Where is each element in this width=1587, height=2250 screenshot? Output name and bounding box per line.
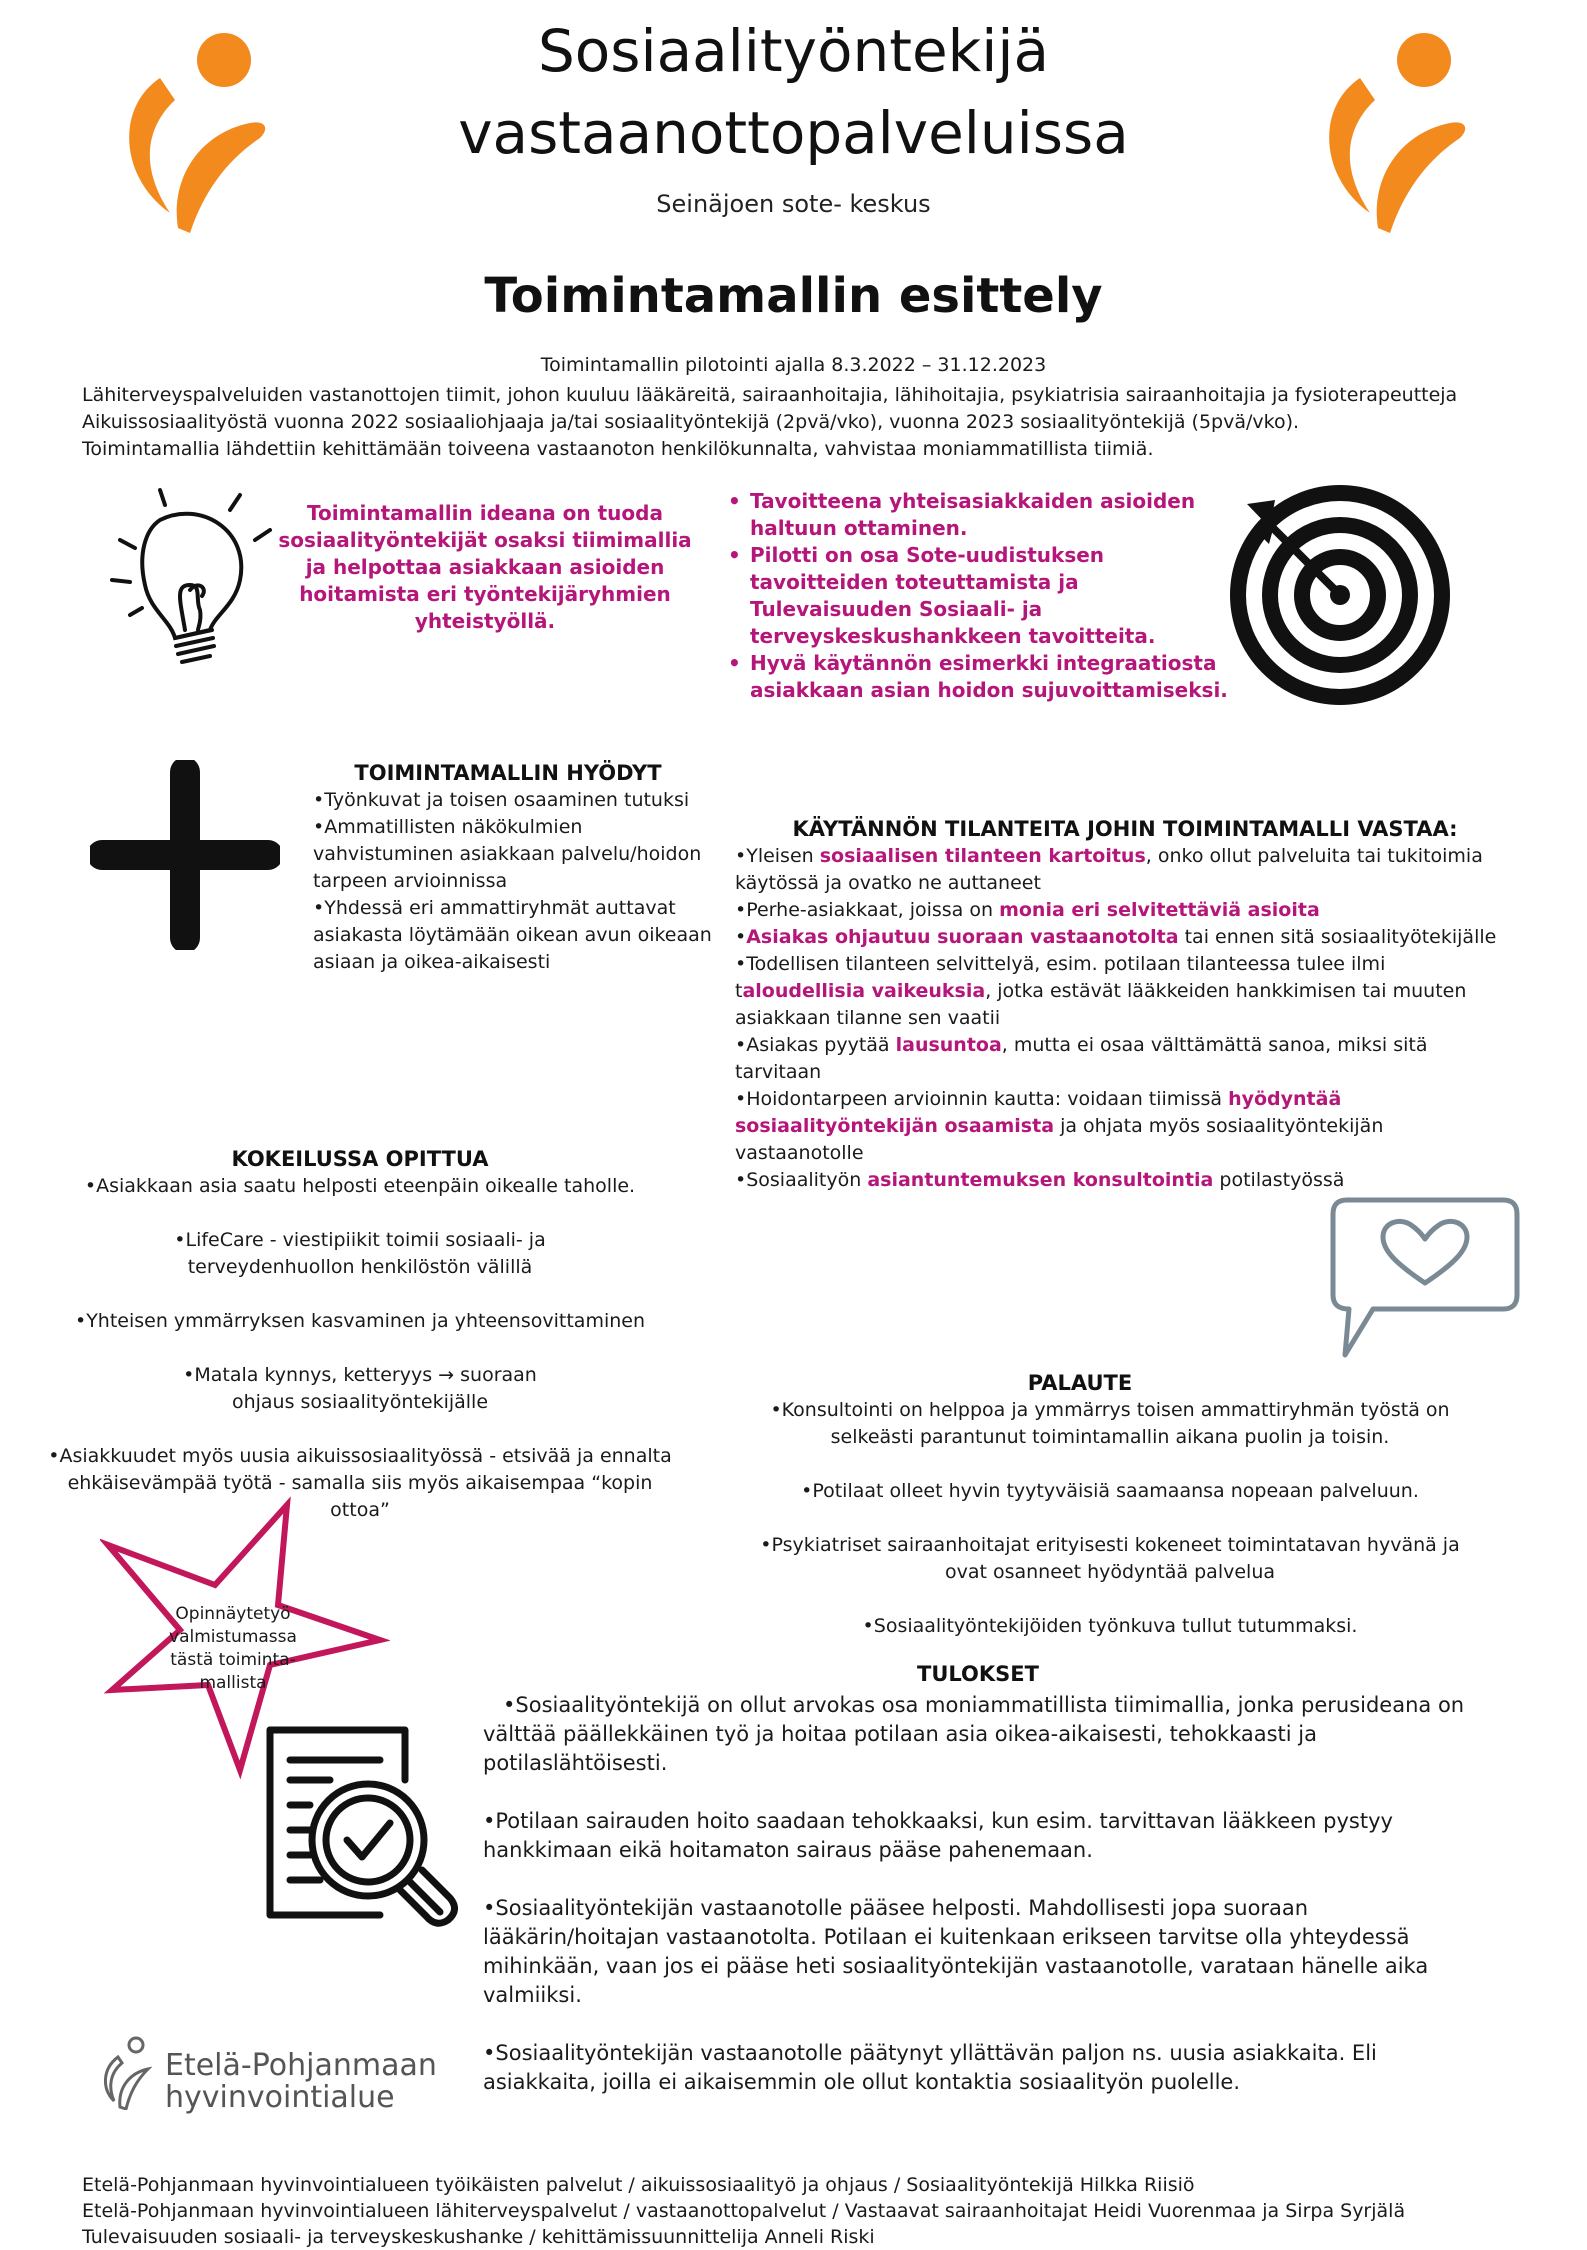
feedback-section — [740, 1371, 1480, 1640]
footer-line: Etelä-Pohjanmaan hyvinvointialueen työikäisten palvelut / aikuissosiaalityö ja ohjaus / Sosiaalityöntekijä Hilkka Riisiö — [82, 2174, 1195, 2196]
list-item — [735, 1167, 1515, 1194]
plain-text: • — [735, 926, 747, 948]
list-item: •Sosiaalityöntekijä on ollut arvokas osa moniammatillista tiimimallia, jonka perusideana on välttää päällekkäinen työ ja hoitaa potilaan asia oikea-aikaisesti, tehokkaasti ja potilaslähtöisesti. — [483, 1693, 1465, 1775]
list-item: •Asiakkuudet myös uusia aikuissosiaalityössä - etsivää ja ennalta ehkäisevämpää työtä - samalla siis myös aikaisempaa “kopin ottoa” — [48, 1445, 672, 1521]
list-item: •Potilaan sairauden hoito saadaan tehokkaaksi, kun esim. tarvittavan lääkkeen pystyy hankkimaan eikä hoitamaton sairaus pääse pahenemaan. — [483, 1809, 1393, 1862]
plain-text: , onko ollut palveluita tai tukitoimia käytössä ja ovatko ne auttaneet — [735, 845, 1483, 894]
logo-line-2: hyvinvointialue — [165, 2080, 395, 2115]
star-note: Opinnäytetyö valmistumassa tästä toiminta-mallista — [169, 1604, 297, 1693]
highlight-text: aloudellisia vaikeuksia — [742, 980, 986, 1002]
plain-text: potilastyössä — [1213, 1169, 1345, 1191]
intro-text — [82, 382, 1532, 463]
highlight-text: Asiakas ohjautuu suoraan vastaanotolta — [746, 926, 1179, 948]
speech-heart-icon — [1325, 1195, 1525, 1365]
highlight-text: monia eri selvitettäviä asioita — [999, 899, 1320, 921]
pilot-period: Toimintamallin pilotointi ajalla 8.3.2022 – 31.12.2023 — [540, 354, 1047, 376]
list-item — [735, 951, 1515, 1032]
list-item: •Psykiatriset sairaanhoitajat erityisesti kokeneet toimintatavan hyvänä ja ovat osanneet hyödyntää palvelua — [760, 1534, 1460, 1583]
practice-list — [735, 843, 1515, 1194]
list-item — [735, 1032, 1515, 1086]
practice-section — [735, 817, 1515, 1194]
list-item: •Sosiaalityöntekijöiden työnkuva tullut tutummaksi. — [862, 1615, 1358, 1637]
document-check-icon — [250, 1720, 470, 1930]
results-heading: TULOKSET — [917, 1662, 1039, 1686]
region-logo-icon — [100, 2035, 152, 2110]
benefits-section — [313, 761, 723, 976]
page-title — [0, 17, 1587, 167]
region-logo-text — [165, 2050, 437, 2114]
plain-text: •Yleisen — [735, 845, 820, 867]
footer-line: Etelä-Pohjanmaan hyvinvointialueen lähiterveyspalvelut / vastaanottopalvelut / Vastaavat sairaanhoitajat Heidi Vuorenmaa ja Sirpa Syrjälä — [82, 2200, 1406, 2222]
plain-text: •Perhe-asiakkaat, joissa on — [735, 899, 1000, 921]
footer — [82, 2172, 1542, 2250]
plain-text: , mutta ei osaa välttämättä sanoa, miksi sitä tarvitaan — [735, 1034, 1428, 1083]
learned-list — [40, 1173, 680, 1524]
list-item: •LifeCare - viestipiikit toimii sosiaali- ja terveydenhuollon henkilöstön välillä — [174, 1229, 546, 1278]
plain-text: •Sosiaalityön — [735, 1169, 868, 1191]
plain-text: tai ennen sitä sosiaalityötekijälle — [1178, 926, 1497, 948]
list-item: •Yhteisen ymmärryksen kasvaminen ja yhteensovittaminen — [74, 1310, 646, 1332]
title-line-1: Sosiaalityöntekijä — [537, 17, 1050, 85]
plus-icon — [90, 760, 280, 950]
list-item — [735, 897, 1515, 924]
list-item: •Sosiaalityöntekijän vastaanotolle päätynyt yllättävän paljon ns. uusia asiakkaita. Eli asiakkaita, joilla ei aikaisemmin ole ollut kontaktia sosiaalityön puolelle. — [483, 2041, 1377, 2094]
subtitle: Seinäjoen sote- keskus — [656, 190, 931, 218]
logo-line-1: Etelä-Pohjanmaan — [165, 2048, 437, 2083]
intro-heading: Toimintamallin esittely — [484, 268, 1103, 324]
list-item: • Hyvä käytännön esimerkki integraatiosta asiakkaan asian hoidon sujuvoittamiseksi. — [728, 650, 1228, 704]
list-item: •Ammatillisten näkökulmien vahvistuminen asiakkaan palvelu/hoidon tarpeen arvioinnissa — [313, 816, 702, 892]
list-item: •Matala kynnys, ketteryys → suoraan ohjaus sosiaalityöntekijälle — [183, 1364, 537, 1413]
feedback-heading: PALAUTE — [1027, 1371, 1133, 1395]
list-item — [735, 1086, 1515, 1167]
title-line-2: vastaanottopalveluissa — [458, 99, 1129, 167]
highlight-text: asiantuntemuksen konsultointia — [867, 1169, 1214, 1191]
results-section — [483, 1660, 1483, 2097]
list-item: • Pilotti on osa Sote-uudistuksen tavoitteiden toteuttamista ja Tulevaisuuden Sosiaali- ja terveyskeskushankkeen tavoitteita. — [728, 542, 1228, 650]
practice-heading: KÄYTÄNNÖN TILANTEITA JOHIN TOIMINTAMALLI VASTAA: — [792, 817, 1458, 841]
highlight-text: sosiaalisen tilanteen kartoitus — [819, 845, 1146, 867]
list-item: • Tavoitteena yhteisasiakkaiden asioiden haltuun ottaminen. — [728, 488, 1228, 542]
plain-text: •Hoidontarpeen arvioinnin kautta: voidaan tiimissä — [735, 1088, 1229, 1110]
lightbulb-icon — [90, 480, 290, 680]
list-item — [735, 843, 1515, 897]
goals-list — [728, 488, 1228, 704]
plain-text: ja ohjata myös sosiaalityöntekijän vastaanotolle — [735, 1115, 1384, 1164]
list-item: •Potilaat olleet hyvin tyytyväisiä saamaansa nopeaan palveluun. — [801, 1480, 1419, 1502]
list-item: •Konsultointi on helppoa ja ymmärrys toisen ammattiryhmän työstä on selkeästi parantunut toimintamallin aikana puolin ja toisin. — [770, 1399, 1450, 1448]
list-item: •Yhdessä eri ammattiryhmät auttavat asiakasta löytämään oikean avun oikeaan asiaan ja oikea-aikaisesti — [313, 897, 712, 973]
idea-text: Toimintamallin ideana on tuoda sosiaalityöntekijät osaksi tiimimallia ja helpottaa asiakkaan asioiden hoitamista eri työntekijäryhmien yhteistyöllä. — [278, 501, 692, 633]
highlight-text: lausuntoa — [895, 1034, 1002, 1056]
learned-section — [40, 1147, 680, 1524]
intro-line: Aikuissosiaalityöstä vuonna 2022 sosiaaliohjaaja ja/tai sosiaalityöntekijä (2pvä/vko), vuonna 2023 sosiaalityöntekijä (5pvä/vko). — [82, 411, 1300, 433]
intro-line: Lähiterveyspalveluiden vastanottojen tiimit, johon kuuluu lääkäreitä, sairaanhoitajia, lähihoitajia, psykiatrisia sairaanhoitajia ja fysioterapeutteja — [82, 384, 1458, 406]
learned-heading: KOKEILUSSA OPITTUA — [231, 1147, 489, 1171]
benefits-list — [313, 787, 723, 976]
footer-line: Tulevaisuuden sosiaali- ja terveyskeskushanke / kehittämissuunnittelija Anneli Riski — [82, 2226, 875, 2248]
plain-text: , jotka estävät lääkkeiden hankkimisen tai muuten asiakkaan tilanne sen vaatii — [735, 980, 1467, 1029]
list-item: •Sosiaalityöntekijän vastaanotolle pääsee helposti. Mahdollisesti jopa suoraan lääkärin/hoitajan vastaanotolta. Potilaan ei kuitenkaan erikseen tarvitse olla yhteydessä mihinkään, vaan jos ei pääse heti sosiaalityöntekijän vastaanotolle, varataan hänelle aika valmiiksi. — [483, 1896, 1429, 2007]
list-item — [735, 924, 1515, 951]
plain-text: •Asiakas pyytää — [735, 1034, 896, 1056]
benefits-heading: TOIMINTAMALLIN HYÖDYT — [354, 761, 662, 785]
intro-line: Toimintamallia lähdettiin kehittämään toiveena vastaanoton henkilökunnalta, vahvistaa moniammatillista tiimiä. — [82, 438, 1154, 460]
highlight-text: hyödyntää sosiaalityöntekijän osaamista — [735, 1088, 1342, 1137]
feedback-list — [740, 1397, 1480, 1640]
target-icon — [1225, 480, 1455, 710]
list-item: •Asiakkaan asia saatu helposti eteenpäin oikealle taholle. — [84, 1175, 636, 1197]
results-list — [483, 1691, 1483, 2097]
list-item: •Työnkuvat ja toisen osaaminen tutuksi — [313, 789, 690, 811]
plain-text: •Todellisen tilanteen selvittelyä, esim. potilaan tilanteessa tulee ilmi t — [735, 953, 1386, 1002]
